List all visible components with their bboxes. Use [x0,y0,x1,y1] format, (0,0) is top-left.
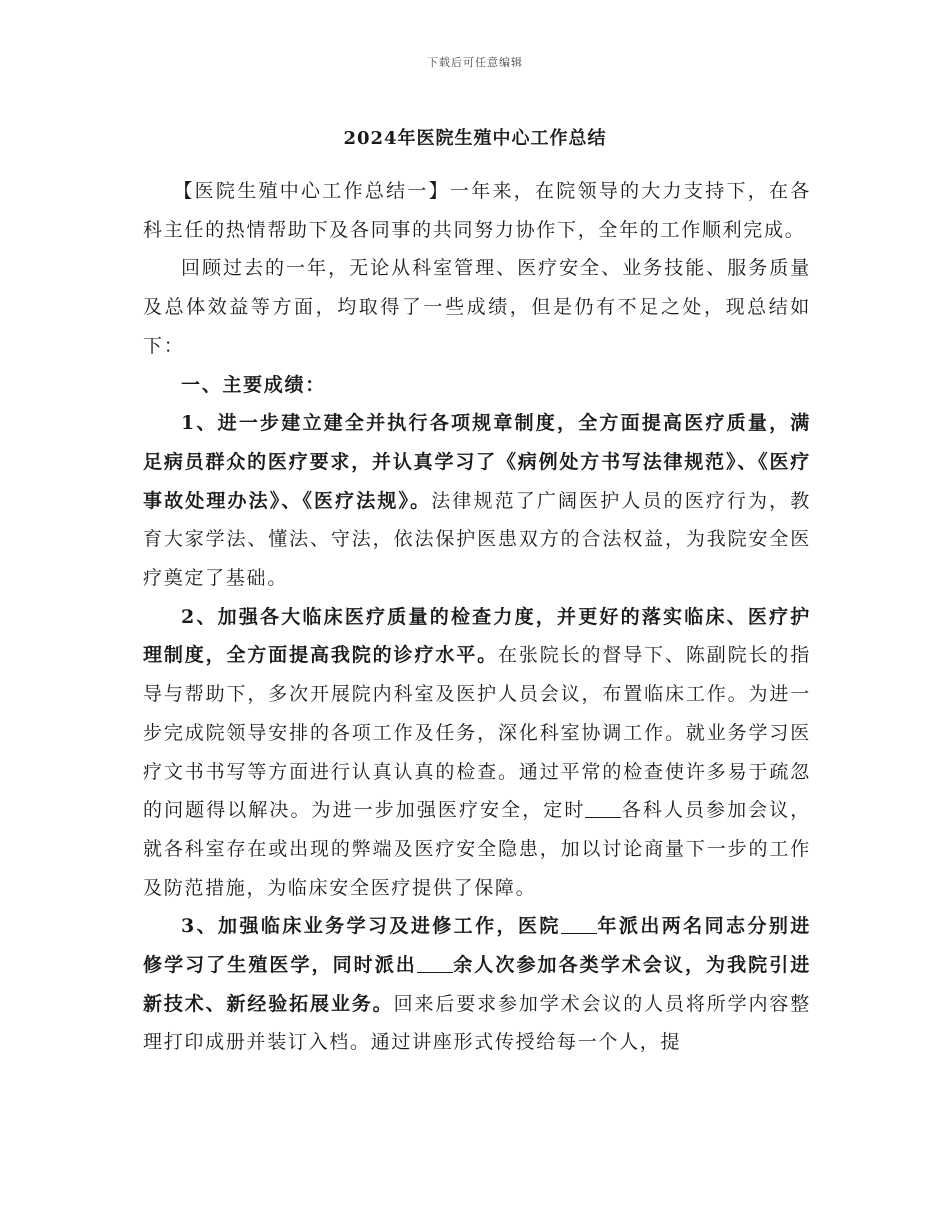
paragraph-item-2 [143,598,811,908]
item-3-bold-text-b: 年派出两名同志分别进修学习了生殖医学，同时派出 [143,915,811,977]
item-1-bold-text: 1、进一步建立建全并执行各项规章制度，全方面提高医疗质量，满足病员群众的医疗要求，并认真学习了《病例处方书写法律规范》、《医疗事故处理办法》、《医疗法规》。 [143,412,811,512]
item-2-text-b: 各科人员参加会议，就各科室存在或出现的弊端及医疗安全隐患，加以讨论商量下一步的工作及防范措施，为临床安全医疗提供了保障。 [143,799,811,899]
document-title: 2024年医院生殖中心工作总结 [343,128,607,149]
paragraph-review [143,249,811,365]
paragraph-intro-text: 【医院生殖中心工作总结一】一年来，在院领导的大力支持下，在各科主任的热情帮助下及各同事的共同努力协作下，全年的工作顺利完成。 [143,180,811,241]
paragraph-review-text: 回顾过去的一年，无论从科室管理、医疗安全、业务技能、服务质量及总体效益等方面，均取得了一些成绩，但是仍有不足之处，现总结如下： [143,257,811,357]
paragraph-item-3 [143,907,811,1062]
fill-in-blank [561,914,597,934]
item-3-bold-text-c: 余人次参加各类学术会议，为我院引进新技术、新经验拓展业务。 [143,954,812,1015]
fill-in-blank [585,798,621,818]
item-2-text-a: 在张院长的督导下、陈副院长的指导与帮助下，多次开展院内科室及医护人员会议，布置临床工作。为进一步完成院领导安排的各项工作及任务，深化科室协调工作。就业务学习医疗文书书写等方面进行认真认真的检查。通过平常的检查使许多易于疏忽的问题得以解决。为进一步加强医疗安全，定时 [143,644,811,822]
item-3-text: 回来后要求参加学术会议的人员将所学内容整理打印成册并装订入档。通过讲座形式传授给每一个人，提 [143,992,811,1054]
section-heading-achievements [143,366,811,405]
item-1-text: 法律规范了广阔医护人员的医疗行为，教育大家学法、懂法、守法，依法保护医患双方的合法权益，为我院安全医疗奠定了基础。 [143,489,811,590]
fill-in-blank [417,953,453,973]
item-2-bold-text: 2、加强各大临床医疗质量的检查力度，并更好的落实临床、医疗护理制度，全方面提高我院的诊疗水平。 [143,605,811,667]
header-note: 下载后可任意编辑 [427,56,523,69]
paragraph-item-1 [143,404,811,598]
document-body [143,172,811,1062]
section-heading-text: 一、主要成绩： [181,373,326,396]
item-3-bold-text-a: 3、加强临床业务学习及进修工作，医院 [181,915,561,938]
paragraph-intro [143,172,811,249]
